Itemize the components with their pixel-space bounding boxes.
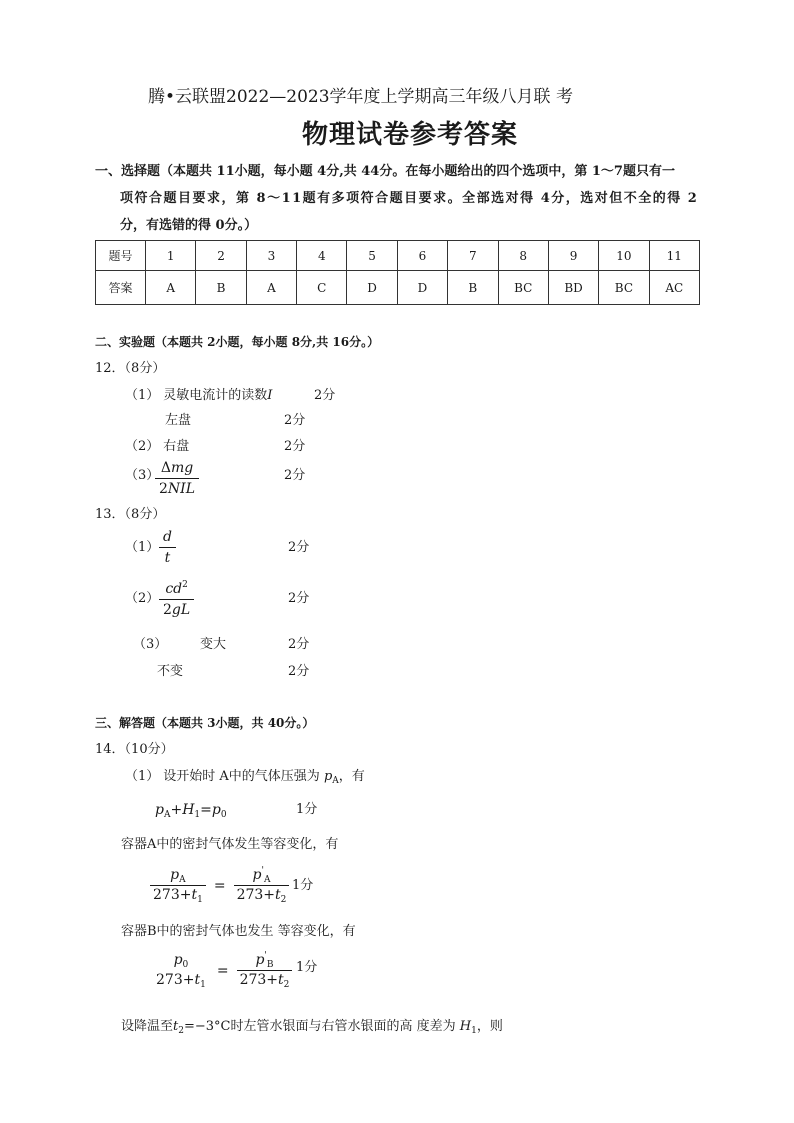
variable: t [194,972,201,988]
variable: p [211,802,221,818]
question-number: 11 [649,241,699,271]
variable: p [255,952,265,968]
subscript: A [263,875,271,885]
exam-header: 腾•云联盟2022—2023学年度上学期高三年级八月联 考 [148,87,573,107]
denominator [150,886,206,905]
answer-cell: D [347,271,397,305]
constant: 273+ [156,972,195,988]
answer-cell: D [397,271,447,305]
score: 2分 [314,388,336,403]
variable: p [155,802,164,818]
answer-cell: B [196,271,246,305]
variable: I [267,388,273,403]
denominator [153,971,209,990]
answer-cell: A [146,271,196,305]
denominator [159,600,194,620]
answer-cell: B [448,271,498,305]
variable: p [173,952,183,968]
intro-text: 设开始时 A中的气体压强为 [163,769,324,784]
answer-text: 变大 [200,637,227,652]
question-13-label: 13．（8分） [95,507,166,522]
explanation-text [121,1018,503,1036]
coefficient: 2 [159,481,168,497]
numerator [250,866,274,885]
numerator [161,579,192,599]
intro-tail: ，有 [338,769,365,784]
score: 2分 [288,664,310,679]
fraction [153,951,209,990]
explanation-text: 容器A中的密封气体发生等容变化，有 [121,837,339,852]
variable: mg [170,460,194,476]
score: 1分 [296,802,318,817]
denominator [237,971,293,990]
score: 2分 [288,637,310,652]
variable: t [275,887,281,903]
fraction [234,866,290,905]
variable: gL [171,602,191,618]
question-number: 1 [146,241,196,271]
text-middle: =−3°C时左管水银面与右管水银面的高 度差为 [183,1019,460,1034]
score: 1分 [292,878,314,893]
question-number: 9 [548,241,598,271]
operator: = [200,802,212,818]
subscript: A [163,810,171,820]
delta-symbol: Δ [160,460,171,476]
answer-text: 右盘 [163,439,190,454]
constant: 273+ [153,887,192,903]
section-3-heading: 三、解答题（本题共 3小题，共 40分。） [95,716,315,730]
fraction [237,951,293,990]
variable: t [164,550,171,566]
answer-text: 不变 [157,664,184,679]
fraction [159,527,176,568]
answer-cell: AC [649,271,699,305]
exponent: 2 [182,580,188,590]
score: 2分 [288,591,310,606]
constant: 273+ [236,887,276,903]
answer-table [95,240,700,305]
answer-text: 灵敏电流计的读数 [163,388,268,403]
variable: NIL [167,481,195,497]
page-title: 物理试卷参考答案 [302,120,519,150]
q14-intro [125,768,365,786]
part-number: （1） [125,388,160,403]
score: 1分 [296,960,318,975]
variable: d [163,529,172,545]
section-1-heading: 一、选择题（本题共 11小题，每小题 4分,共 44分。在每小题给出的四个选项中，第 1～7题只有一 [95,164,675,179]
question-number: 4 [297,241,347,271]
question-12-label: 12．（8分） [95,361,166,376]
numerator [159,527,176,547]
q12-part2 [125,438,189,456]
denominator [155,479,199,499]
subscript: 2 [280,895,287,905]
numerator [157,458,197,478]
table-row [96,271,700,305]
coefficient: 2 [163,602,172,618]
text-prefix: 设降温至 [121,1019,174,1034]
text-tail: ，则 [476,1019,503,1034]
answer-cell: BD [548,271,598,305]
question-number: 5 [347,241,397,271]
question-number: 10 [599,241,649,271]
subscript: 0 [220,810,227,820]
denominator [234,886,290,905]
fraction [150,866,206,905]
part-number: （1） [125,540,160,555]
subscript: 1 [194,810,201,820]
variable: t [278,972,284,988]
question-number: 6 [397,241,447,271]
equation-3 [153,951,292,990]
variable: H [182,802,195,818]
variable: H [459,1019,472,1034]
section-1-line: 项符合题目要求，第 8～11题有多项符合题目要求。全部选对得 4分，选对但不全的得 2 [120,191,699,206]
explanation-text: 容器B中的密封气体也发生 等容变化，有 [121,924,356,939]
part-number: （1） [125,769,160,784]
variable: p [323,769,333,784]
subscript: 0 [182,960,189,970]
variable: cd [165,581,183,597]
part-number: （2） [125,439,160,454]
score: 2分 [284,413,306,428]
prime: ' [264,951,267,961]
section-2-heading: 二、实验题（本题共 2小题，每小题 8分,共 16分。） [95,335,380,349]
answer-cell: BC [599,271,649,305]
equals-sign: = [216,962,229,979]
equation-1 [155,801,227,819]
answer-cell: BC [498,271,548,305]
part-number: （3） [125,468,160,483]
score: 2分 [284,439,306,454]
section-1-line: 分，有选错的得 0分。） [120,218,258,233]
row-label: 题号 [96,241,146,271]
variable: p [252,867,262,883]
score: 2分 [284,468,306,483]
part-number: （3） [133,637,168,652]
equation-2 [150,866,289,905]
question-number: 3 [246,241,296,271]
constant: 273+ [239,972,279,988]
answer-text: 左盘 [165,413,192,428]
variable: t [173,1019,179,1034]
prime: ' [261,866,264,876]
question-number: 2 [196,241,246,271]
answer-cell: A [246,271,296,305]
question-number: 8 [498,241,548,271]
variable: p [170,867,180,883]
fraction [159,579,194,620]
answer-cell: C [297,271,347,305]
operator: + [170,802,183,818]
fraction [155,458,199,499]
question-14-label: 14．（10分） [95,742,174,757]
part-number: （2） [125,591,160,606]
denominator [161,548,175,568]
numerator [167,866,188,885]
numerator [252,951,276,970]
variable: t [191,887,198,903]
subscript: A [179,875,186,885]
question-number: 7 [448,241,498,271]
numerator [171,951,192,970]
subscript: B [266,960,274,970]
equals-sign: = [213,877,226,894]
subscript: 2 [178,1026,184,1036]
row-label: 答案 [96,271,146,305]
subscript: 1 [197,895,203,905]
subscript: 2 [283,980,290,990]
subscript: A [332,776,339,786]
score: 2分 [288,540,310,555]
q12-part1 [125,387,272,405]
subscript: 1 [471,1026,477,1036]
table-row [96,241,700,271]
subscript: 1 [200,980,206,990]
